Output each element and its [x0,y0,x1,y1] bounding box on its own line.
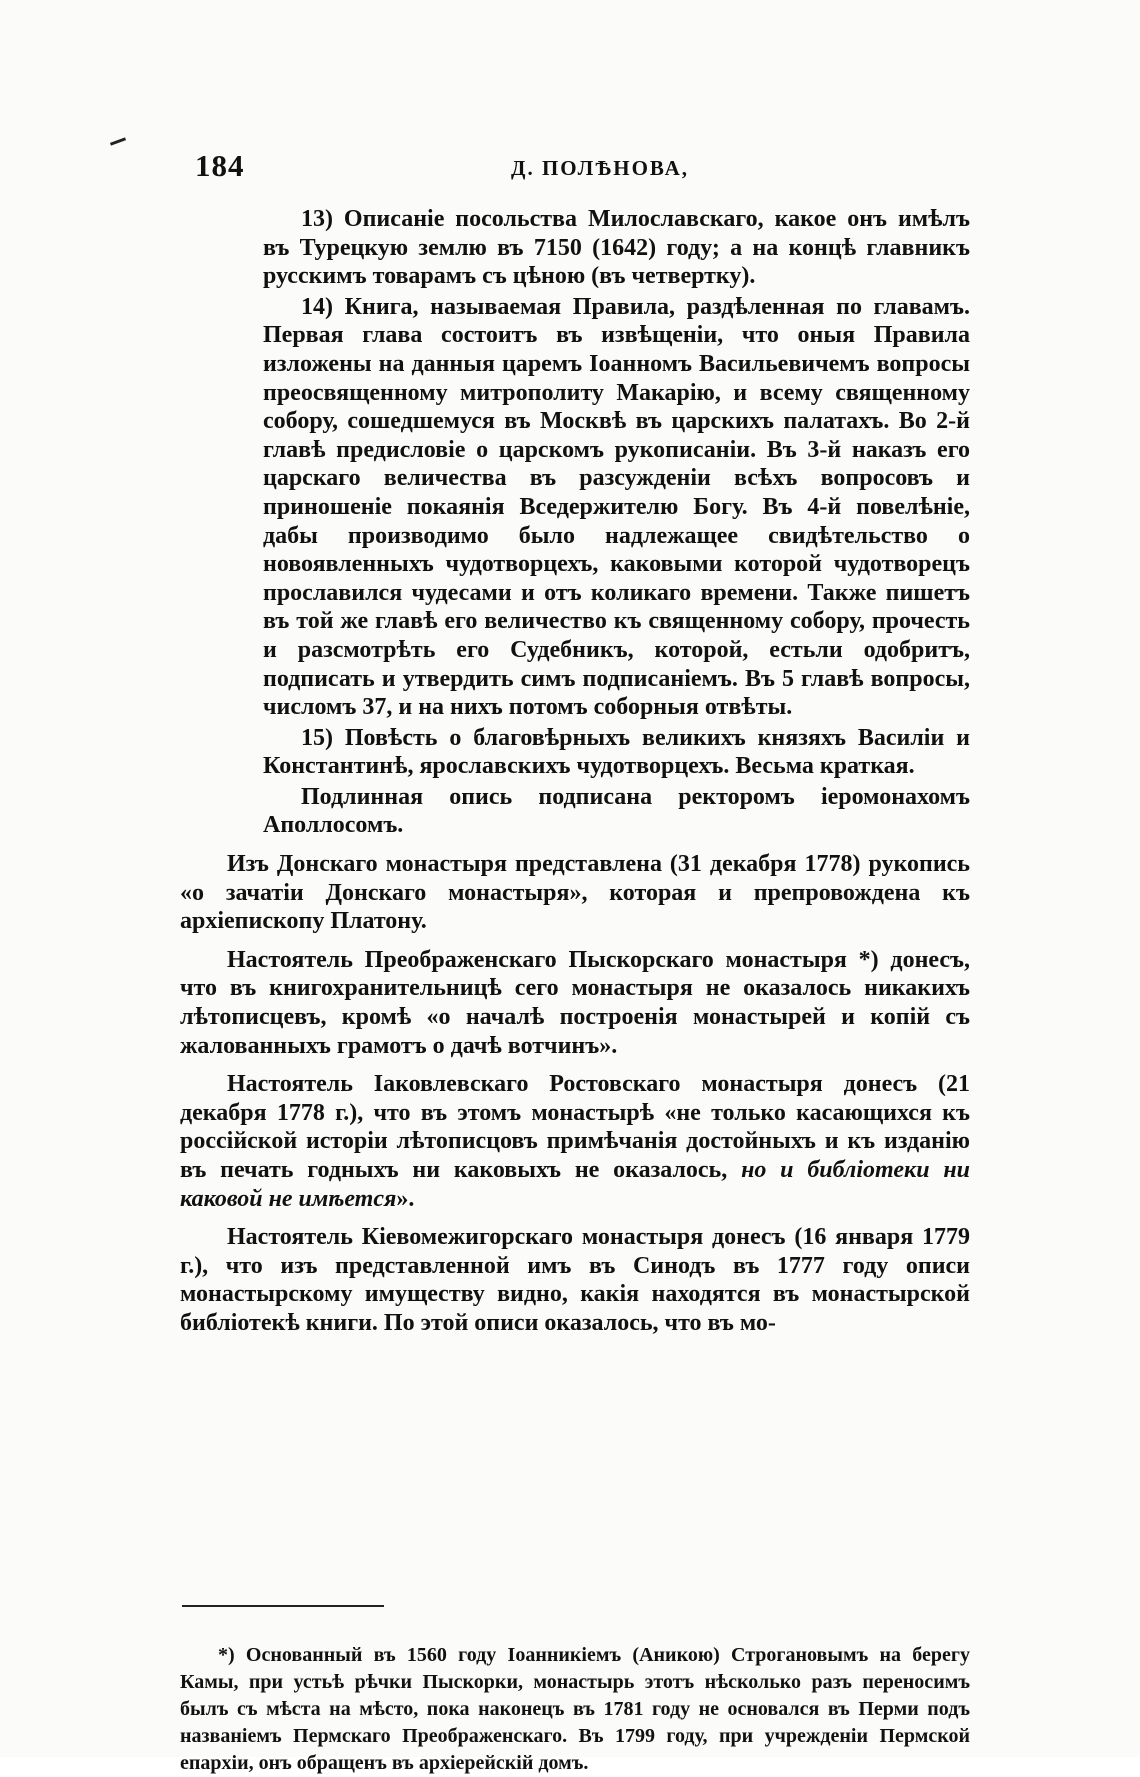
list-item: 15) Повѣсть о благовѣрныхъ великихъ князяхъ Василіи и Константинѣ, ярославскихъ чудотворцехъ. Весьма краткая. [263,724,970,780]
signature-note: Подлинная опись подписана ректоромъ іеромонахомъ Аполлосомъ. [263,783,970,839]
list-item: 14) Книга, называемая Правила, раздѣленная по главамъ. Первая глава состоитъ въ извѣщеніи, что оныя Правила изложены на данныя царемъ Іоанномъ Васильевичемъ вопросы преосвященному митрополиту Макарію, и всему священному собору, сошедшемуся въ Москвѣ въ царскихъ палатахъ. Во 2-й главѣ предисловіе о царскомъ рукописаніи. Въ 3-й наказъ его царскаго величества въ разсужденіи всѣхъ вопросовъ и приношеніе покаянія Вседержителю Богу. Въ 4-й повелѣніе, дабы производимо было надлежащее свидѣтельство о новоявленныхъ чудотворцехъ, каковыми которой чудотворецъ прославился чудесами и отъ коликаго времени. Также пишетъ въ той же главѣ его величество къ священному собору, прочесть и разсмотрѣть его Судебникъ, которой, естьли одобритъ, подписать и утвердить симъ подписаніемъ. Въ 5 главѣ вопросы, числомъ 37, и на нихъ потомъ соборныя отвѣты. [263,293,970,721]
paragraph-donskoy: Изъ Донскаго монастыря представлена (31 декабря 1778) рукопись «о зачатіи Донскаго монастыря», которая и препровождена къ архіепископу Платону. [180,851,970,935]
page-number: 184 [195,148,245,183]
italic-quote: но и библіотеки ни каковой не имѣется [180,1157,971,1212]
list-item: 13) Описаніе посольства Милославскаго, какое онъ имѣлъ въ Турецкую землю въ 7150 (1642) году; а на концѣ главникъ русскимъ товарамъ съ цѣною (въ четвертку). [263,206,970,290]
paragraph-yakovlevsky [180,1070,970,1213]
page-header [195,148,965,188]
footnote: *) Основанный въ 1560 году Іоанникіемъ (Аникою) Строгановымъ на берегу Камы, при устьѣ рѣчки Пыскорки, монастырь этотъ нѣсколько разъ переносимъ былъ съ мѣста на мѣсто, пока наконецъ въ 1781 году не основался въ Перми подъ названіемъ Пермскаго Преображенскаго. Въ 1799 году, при учрежденіи Пермской епархіи, онъ обращенъ въ архіерейскій домъ. [180,1644,970,1774]
paragraph-kievomezhigorsky: Настоятель Кіевомежигорскаго монастыря донесъ (16 января 1779 г.), что изъ представленной имъ въ Синодъ въ 1777 году описи монастырскому имуществу видно, какія находятся въ монастырской библіотекѣ книги. По этой описи оказалось, что въ мо- [180,1224,970,1336]
running-head: Д. ПОЛѢНОВА, [511,156,690,180]
paragraph-preobrazhensky: Настоятель Преображенскаго Пыскорскаго монастыря *) донесъ, что въ книгохранительницѣ сего монастыря не оказалось никакихъ лѣтописцевъ, кромѣ «о началѣ построенія монастырей и копій съ жалованныхъ грамотъ о дачѣ вотчинъ». [180,946,970,1059]
paragraph-text: Настоятель Іаковлевскаго Ростовскаго монастыря донесъ (21 декабря 1778 г.), что въ этомъ монастырѣ «не только касающихся къ россійской исторіи лѣтописцовъ примѣчанія достойныхъ и къ изданію въ печать годныхъ ни каковыхъ не оказалось, [180,1071,970,1183]
quote-end: ». [396,1185,415,1212]
inventory-list [180,205,970,840]
footnote-divider [182,1605,384,1607]
main-text [180,205,970,1338]
stray-ink-mark [110,137,126,145]
